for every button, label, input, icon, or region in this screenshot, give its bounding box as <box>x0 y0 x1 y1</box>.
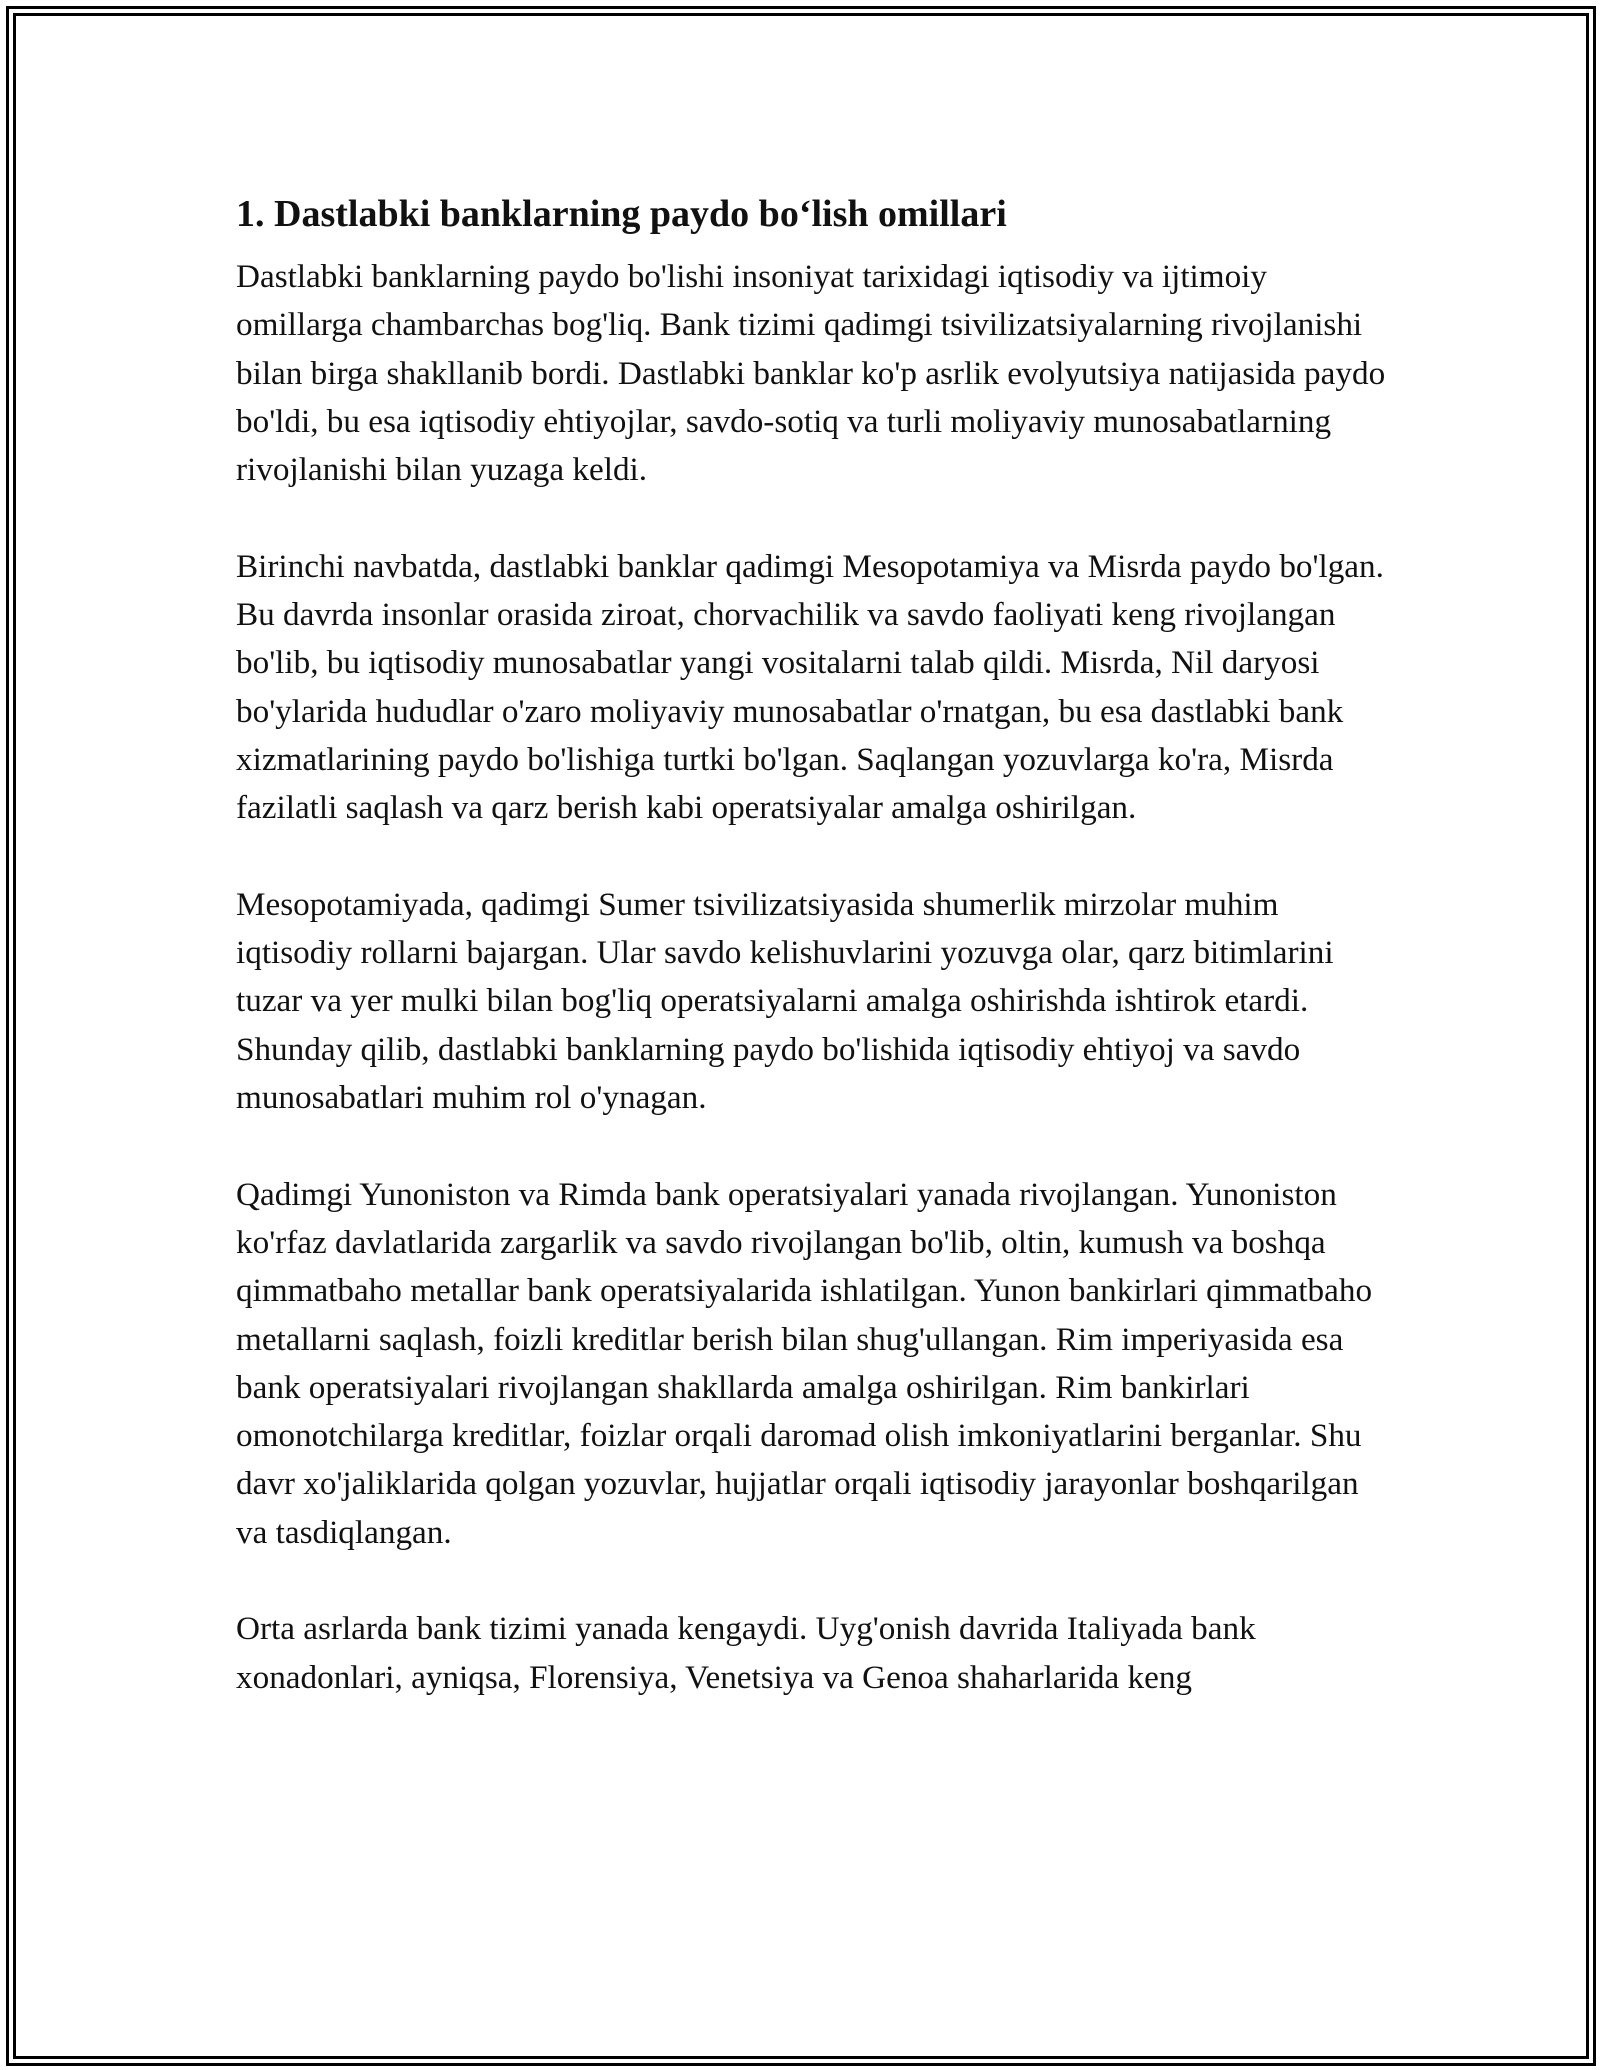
section-heading: 1. Dastlabki banklarning paydo bo‘lish omillari <box>236 193 1007 235</box>
paragraph-greece-rome: Qadimgi Yunoniston va Rimda bank operatsiyalari yanada rivojlangan. Yunoniston ko'rfaz davlatlarida zargarlik va savdo rivojlangan bo'lib, oltin, kumush va boshqa qimmatbaho metallar bank operatsiyalarida ishlatilgan. Yunon bankirlari qimmatbaho metallarni saqlash, foizli kreditlar berish bilan shug'ullangan. Rim imperiyasida esa bank operatsiyalari rivojlangan shakllarda amalga oshirilgan. Rim bankirlari omonotchilarga kreditlar, foizlar orqali daromad olish imkoniyatlarini berganlar. Shu davr xo'jaliklarida qolgan yozuvlar, hujjatlar orqali iqtisodiy jarayonlar boshqarilgan va tasdiqlangan. <box>236 1175 1373 1551</box>
paragraph-sumer: Mesopotamiyada, qadimgi Sumer tsivilizatsiyasida shumerlik mirzolar muhim iqtisodiy rollarni bajargan. Ular savdo kelishuvlarini yozuvga olar, qarz bitimlarini tuzar va yer mulki bilan bog'liq operatsiyalarni amalga oshirishda ishtirok etardi. Shunday qilib, dastlabki banklarning paydo bo'lishida iqtisodiy ehtiyoj va savdo munosabatlari muhim rol o'ynagan. <box>236 885 1334 1117</box>
document-body <box>236 189 1386 1750</box>
paragraph-mesopotamia-egypt: Birinchi navbatda, dastlabki banklar qadimgi Mesopotamiya va Misrda paydo bo'lgan. Bu davrda insonlar orasida ziroat, chorvachilik va savdo faoliyati keng rivojlangan bo'lib, bu iqtisodiy munosabatlar yangi vositalarni talab qildi. Misrda, Nil daryosi bo'ylarida hududlar o'zaro moliyaviy munosabatlar o'rnatgan, bu esa dastlabki bank xizmatlarining paydo bo'lishiga turtki bo'lgan. Saqlangan yozuvlarga ko'ra, Misrda fazilatli saqlash va qarz berish kabi operatsiyalar amalga oshirilgan. <box>236 547 1384 827</box>
paragraph-middle-ages: Orta asrlarda bank tizimi yanada kengaydi. Uyg'onish davrida Italiyada bank xonadonlari, ayniqsa, Florensiya, Venetsiya va Genoa shaharlarida keng <box>236 1610 1256 1696</box>
paragraph-intro: Dastlabki banklarning paydo bo'lishi insoniyat tarixidagi iqtisodiy va ijtimoiy omillarga chambarchas bog'liq. Bank tizimi qadimgi tsivilizatsiyalarning rivojlanishi bilan birga shakllanib bordi. Dastlabki banklar ko'p asrlik evolyutsiya natijasida paydo bo'ldi, bu esa iqtisodiy ehtiyojlar, savdo-sotiq va turli moliyaviy munosabatlarning rivojlanishi bilan yuzaga keldi. <box>236 258 1386 489</box>
